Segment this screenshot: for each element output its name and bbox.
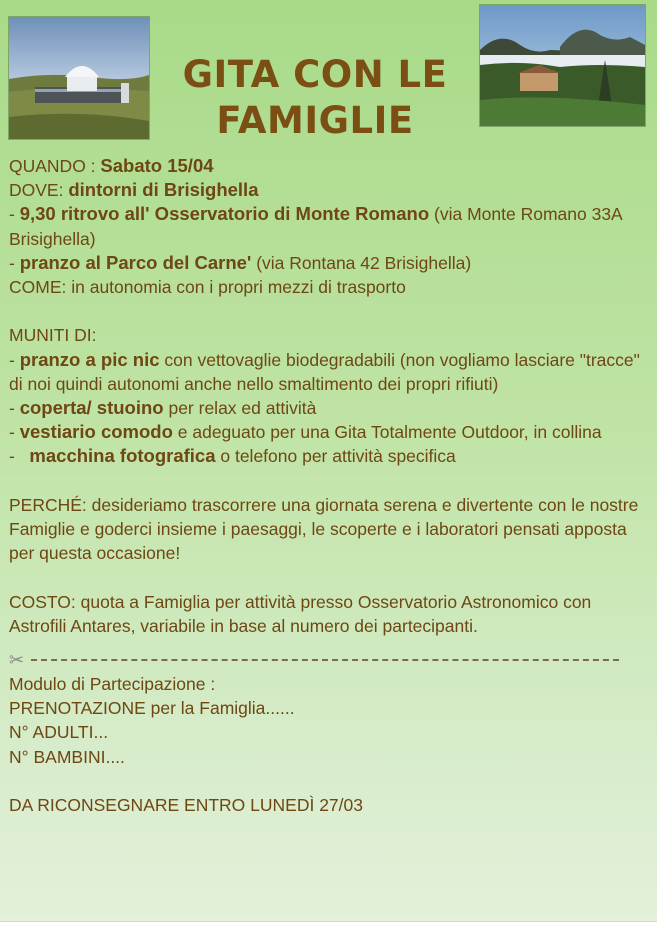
item-bold: vestiario comodo	[19, 421, 173, 443]
item-rest: o telefono per attività specifica	[215, 446, 456, 467]
how-label: COME:	[9, 277, 72, 298]
equipment-item	[9, 348, 649, 396]
cost-paragraph: COSTO: quota a Famiglia per attività presso Osservatorio Astronomico con Astrofili Antares, variabile in base al numero dei partecipanti.	[9, 591, 592, 636]
how-line	[9, 275, 649, 299]
form-title: Modulo di Partecipazione :	[9, 674, 216, 695]
form-children: N° BAMBINI....	[9, 746, 125, 767]
landscape-photo	[480, 5, 645, 126]
observatory-photo	[9, 17, 149, 139]
item-prefix: -	[9, 204, 20, 225]
item-bold: pranzo a pic nic	[19, 348, 160, 370]
item-rest: con vettovaglie biodegradabili (non vogliamo lasciare "tracce" di noi quindi autonomi anche nello smaltimento dei propri rifiuti)	[9, 349, 640, 394]
item-bold: coperta/ stuoino	[19, 397, 164, 419]
schedule-item	[9, 202, 649, 250]
flyer-body	[9, 154, 649, 817]
form-adults: N° ADULTI...	[9, 722, 109, 743]
item-bold: pranzo al Parco del Carne'	[19, 251, 252, 273]
where-label: DOVE:	[9, 180, 69, 201]
item-bold: macchina fotografica	[29, 445, 216, 467]
item-prefix: -	[9, 349, 20, 370]
schedule-item	[9, 251, 649, 275]
title-line-2: FAMIGLIE	[216, 99, 414, 142]
item-prefix: -	[9, 422, 20, 443]
equipment-heading: MUNITI DI:	[9, 325, 97, 346]
where-line	[9, 178, 649, 202]
dashed-divider	[31, 659, 619, 661]
why-paragraph: PERCHÉ: desideriamo trascorrere una giornata serena e divertente con le nostre Famiglie e goderci insieme i paesaggi, le scoperte e i laboratori pensati apposta per questa occasione!	[9, 494, 639, 564]
item-prefix: -	[9, 398, 20, 419]
item-rest: (via Rontana 42 Brisighella)	[251, 252, 472, 273]
item-prefix: -	[9, 446, 30, 467]
how-value: in autonomia con i propri mezzi di trasporto	[71, 277, 406, 298]
flyer-title	[150, 52, 480, 144]
form-booking: PRENOTAZIONE per la Famiglia......	[9, 698, 295, 719]
equipment-item	[9, 396, 649, 420]
when-label: QUANDO :	[9, 156, 101, 176]
when-value: Sabato 15/04	[100, 155, 214, 176]
item-bold: 9,30 ritrovo all' Osservatorio di Monte Romano	[19, 203, 430, 225]
when-line	[9, 154, 649, 178]
item-prefix: -	[9, 252, 20, 273]
item-rest: e adeguato per una Gita Totalmente Outdoor, in collina	[172, 422, 602, 443]
cut-line	[9, 648, 649, 672]
title-line-1: GITA CON LE	[182, 53, 448, 96]
return-deadline: DA RICONSEGNARE ENTRO LUNEDÌ 27/03	[9, 795, 363, 816]
where-value: dintorni di Brisighella	[68, 179, 259, 201]
equipment-item	[9, 444, 649, 468]
equipment-item	[9, 420, 649, 444]
item-rest: per relax ed attività	[163, 398, 317, 419]
item-rest: (via Monte Romano 33A Brisighella)	[9, 204, 622, 249]
scissors-icon: ✂	[9, 649, 25, 670]
